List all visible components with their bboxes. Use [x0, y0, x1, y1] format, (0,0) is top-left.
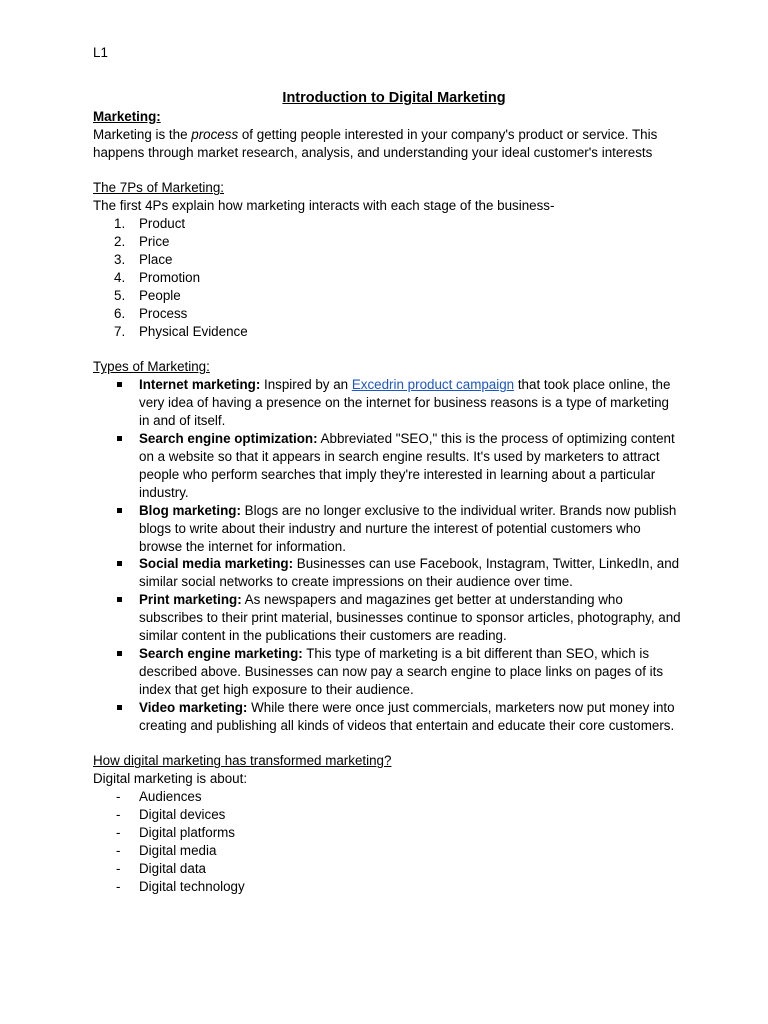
- list-item: [93, 645, 683, 699]
- list-item-term: Video marketing:: [139, 699, 248, 715]
- digital-intro: Digital marketing is about:: [93, 771, 248, 787]
- list-item: [93, 269, 683, 287]
- excedrin-campaign-link[interactable]: Excedrin product campaign: [351, 377, 515, 393]
- marketing-heading: Marketing:: [93, 108, 161, 124]
- internet-pre: Inspired by an: [260, 377, 352, 393]
- list-item-text: Abbreviated "SEO," this is the process of optimizing content on a website so that it appears in search engine results. It's used by marketers to attract people who perform searches that imply they're interested in learning about a particular industry.: [139, 431, 675, 500]
- list-item-term: Blog marketing:: [139, 502, 241, 518]
- bullet-square-icon: [117, 651, 122, 656]
- list-item: [93, 842, 683, 860]
- list-item-label: Physical Evidence: [139, 323, 248, 339]
- list-item: [93, 806, 683, 824]
- header-mark: L1: [93, 45, 108, 60]
- sevenps-list: [93, 215, 683, 340]
- marketing-def-pre: Marketing is the: [93, 126, 192, 142]
- list-item: [93, 430, 683, 502]
- types-heading: Types of Marketing:: [93, 359, 210, 375]
- bullet-square-icon: [117, 561, 122, 566]
- list-item: [93, 502, 683, 556]
- list-item-label: Digital platforms: [139, 825, 235, 841]
- list-item-label: Promotion: [139, 269, 201, 285]
- list-item-text: As newspapers and magazines get better at understanding who subscribes to their print material, businesses continue to sponsor articles, photography, and similar content in the publications their customers are reading.: [139, 592, 681, 644]
- list-item: [93, 251, 683, 269]
- list-item-label: Place: [139, 252, 173, 268]
- page-title: Introduction to Digital Marketing: [282, 89, 506, 106]
- list-item: [93, 699, 683, 735]
- sevenps-intro: The first 4Ps explain how marketing interacts with each stage of the business-: [93, 198, 555, 214]
- list-item-label: Process: [139, 305, 188, 321]
- list-item-term: Search engine marketing:: [139, 645, 303, 661]
- dash-bullet: -: [116, 789, 121, 805]
- list-item-label: People: [139, 287, 181, 303]
- marketing-def-post: of getting people interested in your company's product or service. This happens through market research, analysis, and understanding your ideal customer's interests: [93, 126, 658, 160]
- list-item: [93, 215, 683, 233]
- marketing-definition: [93, 126, 683, 162]
- list-item: [93, 591, 683, 645]
- dash-bullet: -: [116, 878, 121, 894]
- list-item-term: Search engine optimization:: [139, 431, 318, 447]
- list-number: 6.: [114, 305, 126, 321]
- list-item-text: While there were once just commercials, marketers now put money into creating and publishing all kinds of videos that entertain and educate their core customers.: [139, 699, 675, 733]
- types-list: [93, 376, 683, 734]
- dash-bullet: -: [116, 825, 121, 841]
- bullet-square-icon: [117, 597, 122, 602]
- bullet-square-icon: [117, 436, 122, 441]
- digital-list: [93, 788, 683, 895]
- bullet-square-icon: [117, 508, 122, 513]
- list-item: [93, 305, 683, 323]
- list-item: [93, 233, 683, 251]
- sevenps-heading: The 7Ps of Marketing:: [93, 180, 224, 196]
- list-number: 4.: [114, 269, 126, 285]
- internet-post: that took place online, the very idea of having a presence on the internet for business reasons is a type of marketing in and of itself.: [139, 377, 671, 429]
- list-item: [93, 824, 683, 842]
- list-item: [93, 555, 683, 591]
- bullet-square-icon: [117, 705, 122, 710]
- term-internet-marketing: Internet marketing:: [139, 377, 261, 393]
- list-item-label: Audiences: [139, 789, 202, 805]
- list-item-term: Social media marketing:: [139, 556, 294, 572]
- bullet-square-icon: [117, 382, 122, 387]
- list-item-text: Businesses can use Facebook, Instagram, Twitter, LinkedIn, and similar social networks to create impressions on their audience over time.: [139, 556, 680, 590]
- marketing-def-emphasis: process: [191, 126, 239, 142]
- list-number: 1.: [114, 216, 126, 232]
- list-item-internet-marketing: [93, 376, 683, 430]
- list-item: [93, 860, 683, 878]
- list-number: 2.: [114, 234, 126, 250]
- list-item: [93, 323, 683, 341]
- dash-bullet: -: [116, 842, 121, 858]
- digital-heading: How digital marketing has transformed marketing?: [93, 753, 392, 769]
- dash-bullet: -: [116, 807, 121, 823]
- list-item-label: Digital data: [139, 860, 206, 876]
- list-item-text: This type of marketing is a bit different than SEO, which is described above. Businesses can now pay a search engine to place links on pages of its index that get high exposure to their audience.: [139, 645, 664, 697]
- list-number: 3.: [114, 252, 126, 268]
- list-item: [93, 287, 683, 305]
- list-item-term: Print marketing:: [139, 592, 242, 608]
- list-item: [93, 878, 683, 896]
- list-item-label: Digital technology: [139, 878, 245, 894]
- list-item-label: Digital media: [139, 842, 217, 858]
- list-item-text: Blogs are no longer exclusive to the individual writer. Brands now publish blogs to write about their industry and nurture the interest of potential customers who browse the internet for information.: [139, 502, 677, 554]
- list-item: [93, 788, 683, 806]
- list-number: 5.: [114, 287, 126, 303]
- list-item-label: Product: [139, 216, 186, 232]
- list-item-label: Digital devices: [139, 807, 226, 823]
- list-number: 7.: [114, 323, 126, 339]
- dash-bullet: -: [116, 860, 121, 876]
- document-page: [93, 44, 683, 896]
- list-item-label: Price: [139, 234, 170, 250]
